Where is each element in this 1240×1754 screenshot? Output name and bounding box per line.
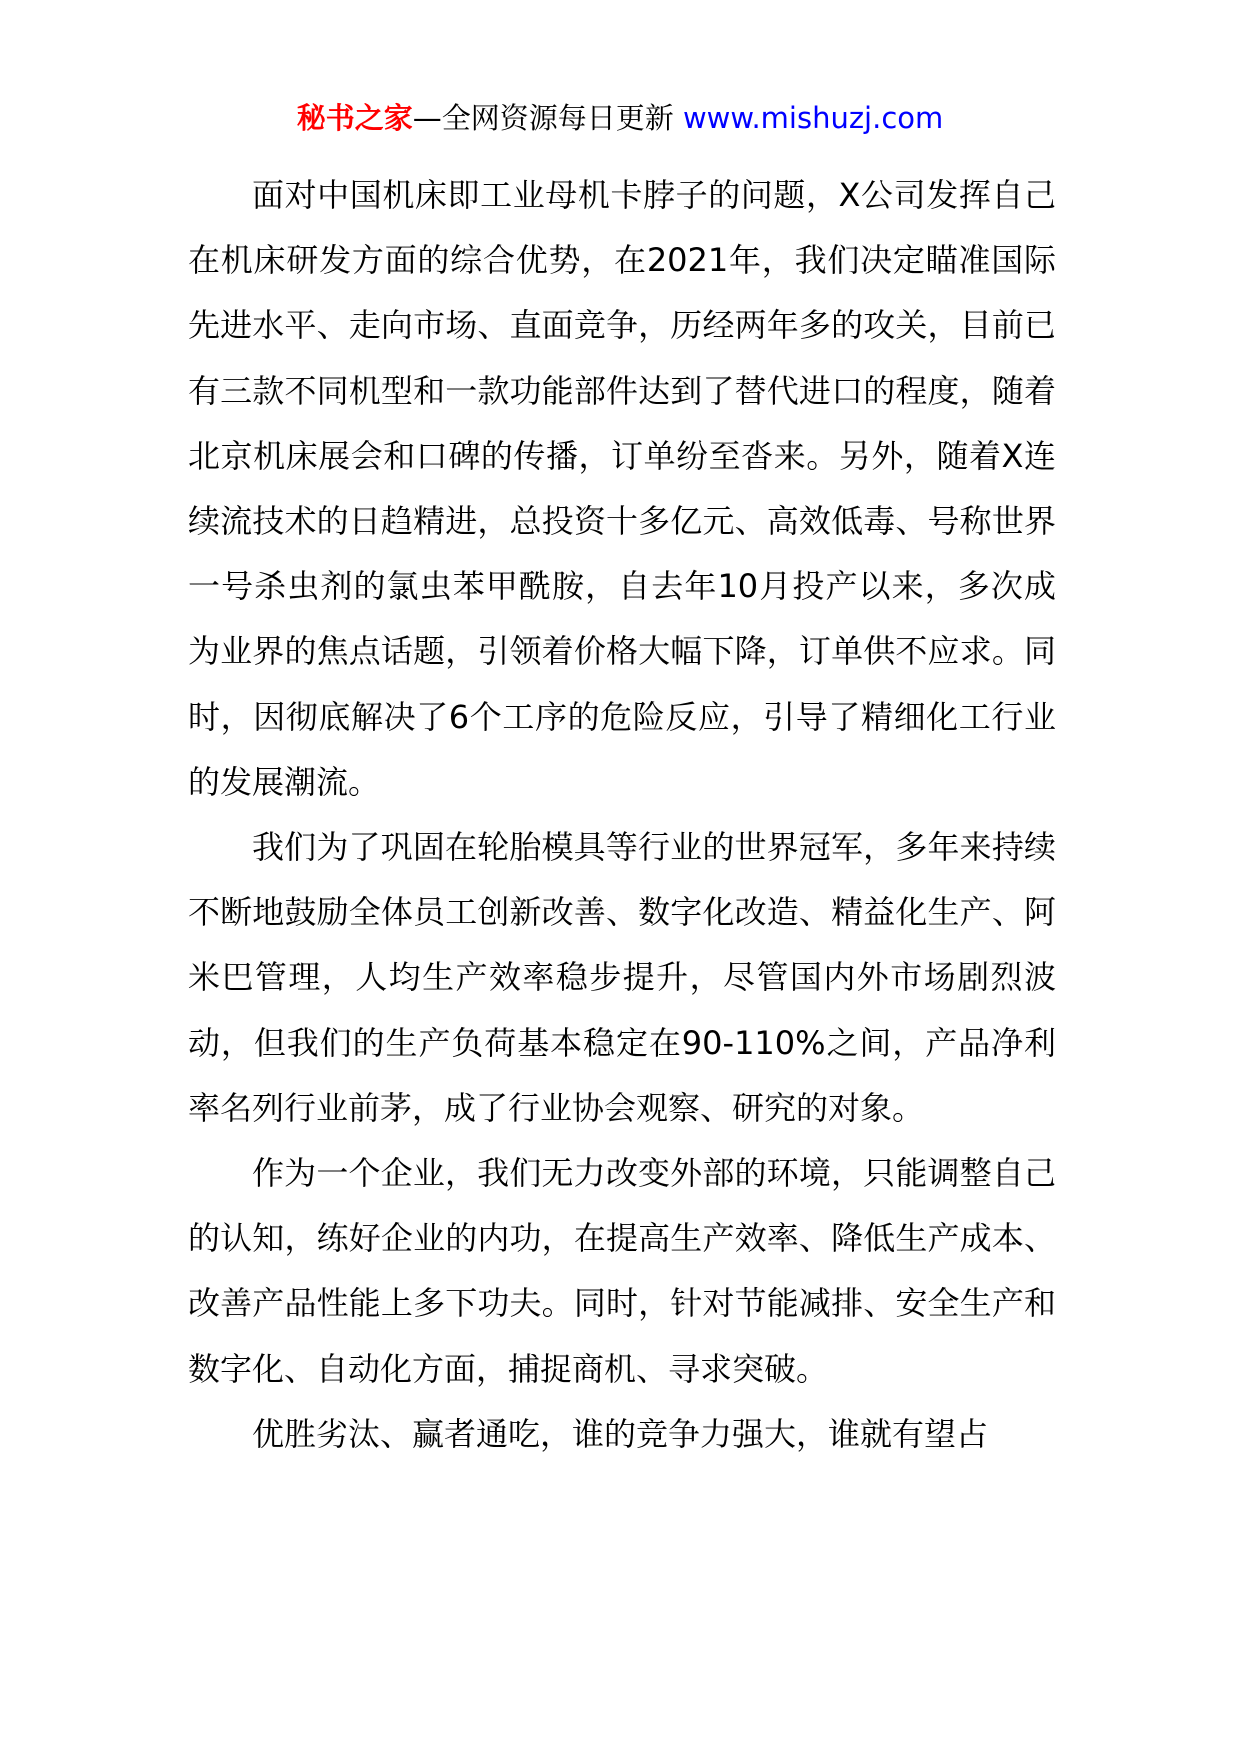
header-tagline: —全网资源每日更新 [412,101,674,135]
brand-name: 秘书之家 [296,101,413,135]
paragraph-3: 作为一个企业，我们无力改变外部的环境，只能调整自己的认知，练好企业的内功，在提高生产效率、降低生产成本、改善产品性能上多下功夫。同时，针对节能减排、安全生产和数字化、自动化方面，捕捉商机、寻求突破。 [188,1154,1056,1388]
paragraph-4: 优胜劣汰、赢者通吃，谁的竞争力强大，谁就有望占 [252,1414,989,1453]
site-link[interactable]: www.mishuzj.com [682,101,944,135]
document-body [188,163,1056,1467]
paragraph-1: 面对中国机床即工业母机卡脖子的问题，X公司发挥自己在机床研发方面的综合优势，在2021年，我们决定瞄准国际先进水平、走向市场、直面竞争，历经两年多的攻关，目前已有三款不同机型和一款功能部件达到了替代进口的程度，随着北京机床展会和口碑的传播，订单纷至沓来。另外，随着X连续流技术的日趋精进，总投资十多亿元、高效低毒、号称世界一号杀虫剂的氯虫苯甲酰胺，自去年10月投产以来，多次成为业界的焦点话题，引领着价格大幅下降，订单供不应求。同时，因彻底解决了6个工序的危险反应，引导了精细化工行业的发展潮流。 [188,176,1056,801]
paragraph-2: 我们为了巩固在轮胎模具等行业的世界冠军，多年来持续不断地鼓励全体员工创新改善、数字化改造、精益化生产、阿米巴管理，人均生产效率稳步提升，尽管国内外市场剧烈波动，但我们的生产负荷基本稳定在90-110%之间，产品净利率名列行业前茅，成了行业协会观察、研究的对象。 [188,828,1056,1127]
page-header [0,98,1240,138]
